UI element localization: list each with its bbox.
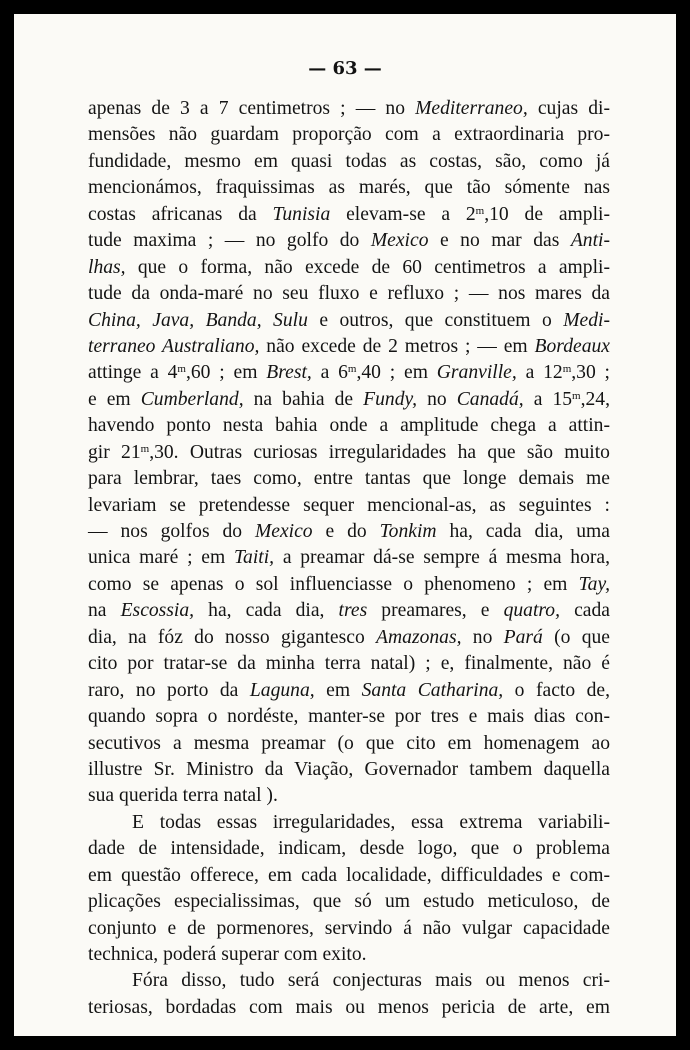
superscript-unit: m — [347, 363, 357, 376]
italic-segment: Tonkim — [379, 521, 437, 542]
text-line — [88, 308, 610, 334]
text-segment: (o que — [542, 626, 611, 648]
text-segment: ha, cada dia, uma — [436, 521, 610, 542]
text-line — [88, 545, 610, 571]
text-line — [88, 334, 610, 360]
text-segment: no — [461, 626, 504, 648]
italic-segment: China, Java, Banda, Sulu — [88, 309, 308, 331]
text-segment: e em — [88, 388, 141, 410]
text-segment: costas africanas da — [88, 203, 273, 225]
italic-segment: Mexico — [370, 230, 429, 252]
text-segment: a 12 — [516, 362, 563, 384]
text-line — [88, 731, 610, 757]
text-segment: illustre Sr. Ministro da Viação, Governador tambem daquella — [88, 758, 610, 780]
italic-segment: Laguna, — [249, 679, 315, 701]
text-segment: e do — [312, 521, 380, 542]
text-segment: levariam se pretendesse sequer mencional-as, as seguintes : — [88, 494, 610, 516]
italic-segment: Cumberland, — [140, 388, 244, 410]
text-segment: em questão offerece, em cada localidade, difficuldades e com- — [88, 864, 610, 886]
text-line — [88, 440, 610, 466]
italic-segment: Bordeaux — [534, 335, 610, 357]
text-segment: ,30 ; — [571, 362, 610, 384]
page-number: — 63 — — [308, 58, 382, 79]
text-segment: dade de intensidade, indicam, desde logo, que o problema — [88, 838, 610, 860]
italic-segment: Amazonas, — [376, 626, 462, 648]
italic-segment: Pará — [503, 626, 543, 648]
text-segment: ,24, — [580, 388, 610, 410]
text-segment: havendo ponto nesta bahia onde a amplitude chega a attin- — [88, 415, 610, 437]
text-segment: apenas de 3 a 7 centimetros ; — no — [88, 98, 416, 119]
text-segment: preamares, e — [367, 600, 504, 622]
italic-segment: Tay, — [578, 573, 610, 595]
text-line — [88, 598, 610, 624]
italic-segment: terraneo Australiano, — [88, 335, 260, 357]
italic-segment: Taiti, — [233, 547, 275, 569]
italic-segment: Canadá, — [456, 388, 524, 410]
text-segment: raro, no porto da — [88, 679, 250, 701]
text-segment: — nos golfos do — [88, 521, 255, 542]
text-segment: teriosas, bordadas com mais ou menos pericia de arte, em — [88, 996, 610, 1018]
italic-segment: Anti- — [570, 230, 610, 252]
text-line — [88, 916, 610, 942]
text-segment: tude da onda-maré no seu fluxo e refluxo ; — nos mares da — [88, 283, 610, 305]
text-segment: a 15 — [523, 388, 573, 410]
text-line — [88, 255, 610, 281]
text-segment: technica, poderá superar com exito. — [88, 944, 367, 965]
text-segment: secutivos a mesma preamar (o que cito em homenagem ao — [88, 732, 610, 754]
text-line — [88, 572, 610, 598]
text-line — [88, 995, 610, 1021]
text-segment: na bahia de — [243, 388, 364, 410]
text-line — [88, 651, 610, 677]
text-line — [88, 942, 610, 968]
superscript-unit: m — [475, 204, 485, 217]
italic-segment: Medi- — [563, 309, 610, 331]
superscript-unit: m — [140, 442, 150, 455]
text-segment: ,60 ; em — [185, 362, 267, 384]
italic-segment: quatro, — [503, 600, 561, 622]
text-line — [88, 281, 610, 307]
text-segment: como se apenas o sol influenciasse o phenomeno ; em — [88, 573, 579, 595]
text-segment: e outros, que constituem o — [307, 309, 564, 331]
text-segment: na — [88, 600, 121, 622]
text-segment: attinge a 4 — [88, 362, 178, 384]
text-line — [88, 519, 610, 545]
text-segment: ,40 ; em — [356, 362, 437, 384]
text-segment: mencionámos, fraquissimas as marés, que tão sómente nas — [88, 177, 610, 199]
italic-segment: Tunisia — [272, 203, 331, 225]
text-segment: a 6 — [311, 362, 348, 384]
text-line — [88, 836, 610, 862]
text-line — [88, 149, 610, 175]
text-segment: a preamar dá-se sempre á mesma hora, — [274, 547, 610, 569]
text-segment: fundidade, mesmo em quasi todas as costas, são, como já — [88, 150, 610, 172]
text-line — [88, 175, 610, 201]
text-segment: no — [417, 388, 457, 410]
text-line — [88, 122, 610, 148]
text-segment: elevam-se a 2 — [330, 203, 476, 225]
body-text — [88, 96, 610, 1021]
text-line — [88, 704, 610, 730]
italic-segment: Fundy, — [363, 388, 418, 410]
italic-segment: Santa Catharina, — [361, 679, 504, 701]
italic-segment: Escossia, — [120, 600, 195, 622]
text-line — [88, 228, 610, 254]
text-segment: e no mar das — [428, 230, 571, 252]
text-segment: conjunto e de pormenores, servindo á não vulgar capacidade — [88, 917, 610, 939]
italic-segment: Granville, — [436, 362, 517, 384]
superscript-unit: m — [572, 389, 581, 402]
text-segment: que o forma, não excede de 60 centimetros a ampli- — [125, 256, 610, 278]
text-line — [88, 466, 610, 492]
text-line — [88, 889, 610, 915]
text-segment: tude maxima ; — no golfo do — [88, 230, 371, 252]
text-segment: ,10 de ampli- — [484, 203, 610, 225]
superscript-unit: m — [177, 363, 186, 376]
text-segment: plicações especialissimas, que só um estudo meticuloso, de — [88, 891, 610, 913]
italic-segment: lhas, — [88, 256, 126, 278]
text-line — [88, 783, 610, 809]
text-line — [88, 863, 610, 889]
text-line — [88, 387, 610, 413]
text-segment: cito por tratar-se da minha terra natal) ; e, finalmente, não é — [88, 653, 610, 675]
text-line — [88, 968, 610, 994]
text-segment: o facto de, — [503, 679, 611, 701]
text-line — [88, 360, 610, 386]
text-line — [88, 678, 610, 704]
text-segment: dia, na fóz do nosso gigantesco — [88, 626, 377, 648]
text-segment: em — [314, 679, 362, 701]
book-page — [14, 14, 676, 1036]
text-line — [88, 96, 610, 122]
text-line — [88, 810, 610, 836]
italic-segment: tres — [338, 600, 368, 622]
text-line — [88, 413, 610, 439]
text-segment: ha, cada dia, — [194, 600, 339, 622]
text-segment: ,30. Outras curiosas irregularidades ha que são muito — [149, 441, 610, 463]
text-segment: mensões não guardam proporção com a extraordinaria pro- — [88, 124, 610, 146]
text-line — [88, 202, 610, 228]
text-segment: não excede de 2 metros ; — em — [259, 335, 535, 357]
text-line — [88, 625, 610, 651]
text-line — [88, 757, 610, 783]
text-segment: sua querida terra natal ). — [88, 785, 278, 807]
superscript-unit: m — [562, 363, 572, 376]
text-segment: quando sopra o nordéste, manter-se por tres e mais dias con- — [88, 706, 610, 728]
text-line — [88, 493, 610, 519]
italic-segment: Brest, — [266, 362, 312, 384]
text-segment: Fóra disso, tudo será conjecturas mais ou menos cri- — [132, 970, 610, 992]
text-segment: para lembrar, taes como, entre tantas que longe demais me — [88, 468, 610, 490]
italic-segment: Mediterraneo, — [415, 98, 528, 119]
text-segment: gir 21 — [88, 441, 141, 463]
text-segment: cada — [560, 600, 610, 622]
text-segment: E todas essas irregularidades, essa extrema variabili- — [132, 811, 610, 833]
text-segment: cujas di- — [527, 98, 610, 119]
italic-segment: Mexico — [254, 521, 313, 542]
text-segment: unica maré ; em — [88, 547, 234, 569]
